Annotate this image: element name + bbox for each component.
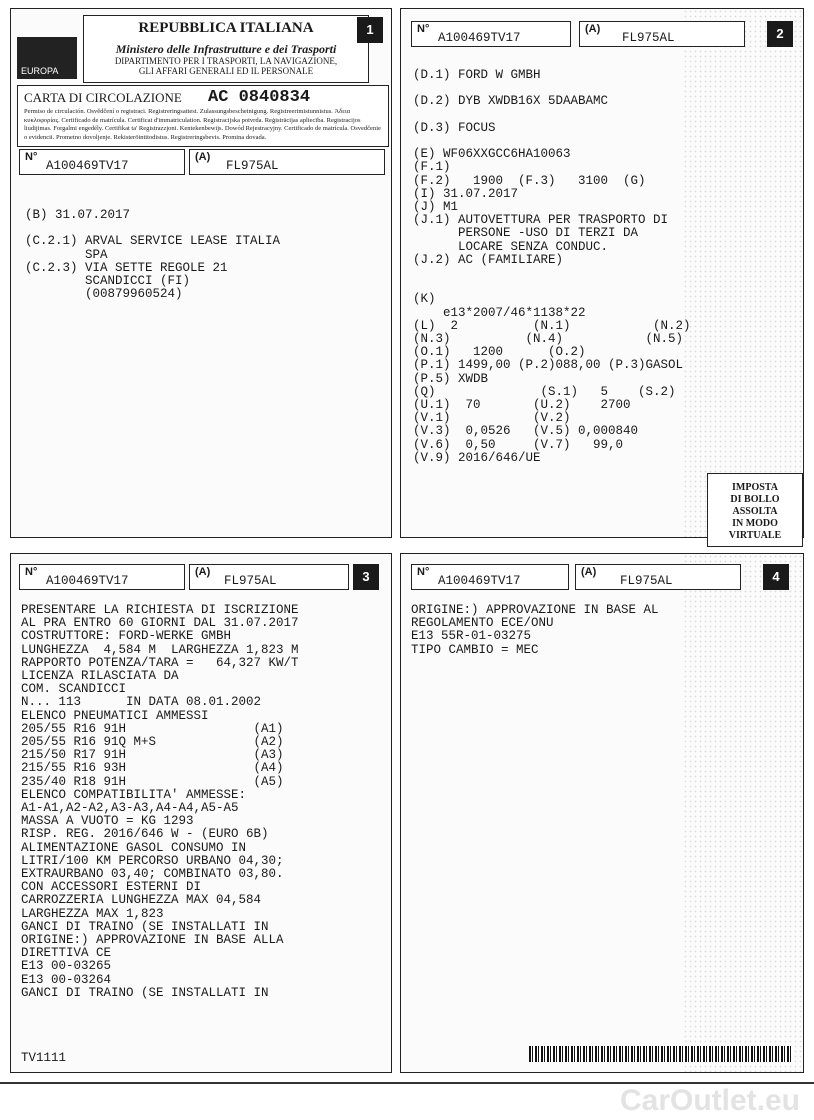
a-label: (A)	[195, 151, 211, 163]
note-line: 215/55 R16 93H (A4)	[21, 761, 284, 776]
note-line: AL PRA ENTRO 60 GIORNI DAL 31.07.2017	[21, 616, 299, 631]
note-line: 205/55 R16 91H (A1)	[21, 721, 284, 736]
a-value: FL975AL	[226, 159, 279, 173]
note-line: COSTRUTTORE: FORD-WERKE GMBH	[21, 629, 232, 644]
notes-lines	[21, 604, 299, 1000]
page-number-badge: 1	[357, 17, 383, 43]
note-line: LICENZA RILASCIATA DA	[21, 669, 179, 684]
note-line: 215/50 R17 91H (A3)	[21, 748, 284, 763]
page-number-badge: 4	[763, 564, 789, 590]
note-line: DIRETTIVA CE	[21, 946, 112, 961]
vehicle-data-line: (D.3) FOCUS	[413, 120, 496, 135]
vehicle-data-line: (J.1) AUTOVETTURA PER TRASPORTO DI	[413, 213, 669, 228]
n-value: A100469TV17	[438, 574, 521, 588]
page-number-badge: 3	[353, 564, 379, 590]
registration-number-box	[19, 149, 185, 175]
a-value: FL975AL	[620, 574, 673, 588]
page-3-panel	[10, 553, 392, 1073]
issuer-header	[83, 15, 369, 83]
vehicle-data-line: LOCARE SENZA CONDUC.	[413, 239, 609, 254]
a-label: (A)	[581, 566, 597, 578]
note-line: E13 00-03264	[21, 972, 112, 987]
vehicle-data-line: (F.1)	[413, 160, 451, 175]
a-label: (A)	[195, 566, 211, 578]
vehicle-data-line: (Q) (S.1) 5 (S.2)	[413, 384, 676, 399]
approval-line: REGOLAMENTO ECE/ONU	[411, 616, 554, 631]
republic-title: REPUBBLICA ITALIANA	[138, 20, 314, 36]
n-label: N°	[25, 151, 38, 163]
owner-line: SCANDICCI (FI)	[25, 274, 191, 289]
vehicle-data-line: (E) WF06XXGCC6HA10063	[413, 147, 571, 162]
registration-number-box	[411, 564, 569, 590]
note-line: ELENCO PNEUMATICI AMMESSI	[21, 708, 209, 723]
registration-number-box	[411, 21, 571, 47]
stamp-line: VIRTUALE	[728, 530, 782, 541]
page-4-panel	[400, 553, 804, 1073]
carta-translations: Permiso de circulación. Osvědčení o registraci. Registreringsattest. Zulassungsbescheinigung. Registreerimistunnistus. Άδεια κυκλοφορίας. Certificado de matrícula. Certificat d'immatriculation. Registracijska potvrda. Reģistrācijas apliecība. Registracijos liudijimas. Forgalmi engedély. Certifikat ta' Registrazzjoni. Kentekenbewijs. Dowód Rejestracyjny. Certificado de matrícula. Osvedčenie o evidencii. Prometno dovoljenje. Rekisteröintitodistus. Registreringsbevis. Promina dovada.	[24, 108, 381, 141]
n-value: A100469TV17	[438, 31, 521, 45]
note-line: PRESENTARE LA RICHIESTA DI ISCRIZIONE	[21, 603, 299, 617]
approval-line: TIPO CAMBIO = MEC	[411, 642, 539, 657]
note-line: GANCI DI TRAINO (SE INSTALLATI IN	[21, 985, 269, 1000]
n-label: N°	[25, 566, 38, 578]
vehicle-data-line: PERSONE -USO DI TERZI DA	[413, 226, 639, 241]
approval-line: ORIGINE:) APPROVAZIONE IN BASE AL	[411, 603, 659, 617]
vehicle-data-line: (O.1) 1200 (O.2)	[413, 345, 586, 360]
vehicle-data-line: (V.6) 0,50 (V.7) 99,0	[413, 437, 624, 452]
department-title	[84, 56, 368, 76]
carta-title: CARTA DI CIRCOLAZIONE	[24, 90, 182, 105]
vehicle-data-line	[413, 280, 691, 293]
owner-line: (B) 31.07.2017	[25, 208, 131, 222]
note-line: LUNGHEZZA 4,584 M LARGHEZZA 1,823 M	[21, 642, 299, 657]
owner-line: (00879960524)	[25, 287, 183, 302]
vehicle-data-line	[413, 267, 691, 280]
page-1-panel	[10, 8, 392, 538]
note-line: LARGHEZZA MAX 1,823	[21, 906, 164, 921]
n-label: N°	[417, 566, 430, 578]
note-line: 205/55 R16 91Q M+S (A2)	[21, 735, 284, 750]
n-value: A100469TV17	[46, 159, 129, 173]
note-line: EXTRAURBANO 03,40; COMBINATO 03,80.	[21, 867, 284, 882]
vehicle-data-line: (P.1) 1499,00 (P.2)088,00 (P.3)GASOL	[413, 358, 684, 373]
vehicle-data-line	[413, 109, 691, 122]
eu-flag-icon	[17, 37, 77, 79]
plate-box	[579, 21, 745, 47]
n-value: A100469TV17	[46, 574, 129, 588]
note-line: 235/40 R18 91H (A5)	[21, 774, 284, 789]
approval-lines	[411, 604, 659, 657]
tax-stamp	[707, 473, 803, 547]
footer-code: TV1111	[21, 1051, 67, 1065]
scan-noise	[683, 9, 803, 537]
note-line: ALIMENTAZIONE GASOL CONSUMO IN	[21, 840, 247, 855]
note-line: N... 113 IN DATA 08.01.2002	[21, 695, 262, 710]
watermark: CarOutlet.eu	[619, 1084, 800, 1117]
note-line: RAPPORTO POTENZA/TARA = 64,327 KW/T	[21, 655, 299, 670]
vehicle-data-line: (D.2) DYB XWDB16X 5DAABAMC	[413, 94, 609, 109]
stamp-line: IMPOSTA	[732, 482, 778, 493]
note-line: COM. SCANDICCI	[21, 682, 127, 697]
note-line: MASSA A VUOTO = KG 1293	[21, 814, 194, 829]
page-number-badge: 2	[767, 21, 793, 47]
owner-line: (C.2.1) ARVAL SERVICE LEASE ITALIA	[25, 234, 281, 249]
vehicle-data-line: (P.5) XWDB	[413, 371, 489, 386]
stamp-line: ASSOLTA	[732, 506, 778, 517]
carta-header	[17, 85, 389, 147]
barcode-icon	[529, 1046, 793, 1062]
vehicle-data-line: (D.1) FORD W GMBH	[413, 68, 541, 82]
vehicle-data-line: (F.2) 1900 (F.3) 3100 (G)	[413, 173, 646, 188]
note-line: ORIGINE:) APPROVAZIONE IN BASE ALLA	[21, 933, 284, 948]
vehicle-data-line: (V.1) (V.2)	[413, 411, 571, 426]
a-value: FL975AL	[224, 574, 277, 588]
vehicle-data-line: (J) M1	[413, 200, 459, 215]
note-line: CARROZZERIA LUNGHEZZA MAX 04,584	[21, 893, 262, 908]
note-line: RISP. REG. 2016/646 W - (EURO 6B)	[21, 827, 269, 842]
carta-number: AC 0840834	[208, 88, 311, 107]
owner-lines	[25, 209, 280, 301]
note-line: LITRI/100 KM PERCORSO URBANO 04,30;	[21, 853, 284, 868]
plate-box	[189, 149, 385, 175]
n-label: N°	[417, 23, 430, 35]
approval-line: E13 55R-01-03275	[411, 629, 532, 644]
note-line: E13 00-03265	[21, 959, 112, 974]
page-2-panel	[400, 8, 804, 541]
plate-box	[575, 564, 741, 590]
department-line-2: GLI AFFARI GENERALI ED IL PERSONALE	[138, 66, 314, 76]
vehicle-data-line: (L) 2 (N.1) (N.2)	[413, 318, 691, 333]
scan-noise	[683, 554, 803, 1072]
plate-box	[189, 564, 349, 590]
ministry-title: Ministero delle Infrastrutture e dei Trasporti	[115, 42, 337, 56]
note-line: ELENCO COMPATIBILITA' AMMESSE:	[21, 787, 247, 802]
vehicle-data-line: e13*2007/46*1138*22	[413, 305, 586, 320]
vehicle-data-lines	[413, 69, 691, 465]
a-value: FL975AL	[622, 31, 675, 45]
vehicle-data-line: (N.3) (N.4) (N.5)	[413, 332, 684, 347]
registration-number-box	[19, 564, 185, 590]
owner-line: SPA	[25, 247, 108, 262]
vehicle-data-line: (V.9) 2016/646/UE	[413, 450, 541, 465]
stamp-line: IN MODO	[732, 518, 778, 529]
vehicle-data-line: (I) 31.07.2017	[413, 186, 519, 201]
owner-line: (C.2.3) VIA SETTE REGOLE 21	[25, 260, 228, 275]
eu-label: EUROPA	[21, 66, 59, 76]
vehicle-data-line: (U.1) 70 (U.2) 2700	[413, 398, 631, 413]
note-line: A1-A1,A2-A2,A3-A3,A4-A4,A5-A5	[21, 801, 239, 816]
vehicle-data-line: (K)	[413, 292, 436, 307]
stamp-line: DI BOLLO	[730, 494, 780, 505]
vehicle-data-line: (V.3) 0,0526 (V.5) 0,000840	[413, 424, 639, 439]
vehicle-data-line: (J.2) AC (FAMILIARE)	[413, 252, 564, 267]
a-label: (A)	[585, 23, 601, 35]
note-line: CON ACCESSORI ESTERNI DI	[21, 880, 202, 895]
note-line: GANCI DI TRAINO (SE INSTALLATI IN	[21, 919, 269, 934]
department-line-1: DIPARTIMENTO PER I TRASPORTI, LA NAVIGAZIONE,	[114, 56, 338, 66]
